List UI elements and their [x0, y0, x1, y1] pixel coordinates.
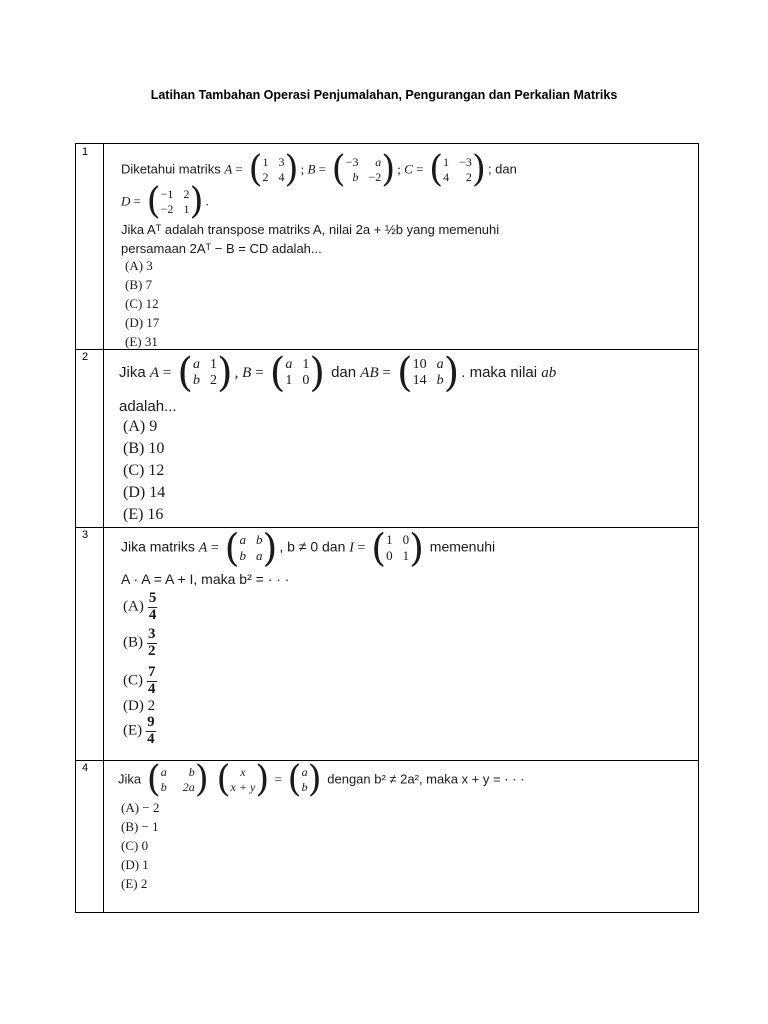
q1-option-c: (C) 12 [125, 296, 159, 311]
q1-line-4: persamaan 2Aᵀ − B = CD adalah... [121, 241, 322, 256]
q4-option-b: (B) − 1 [121, 819, 159, 834]
q2-option-d: (D) 14 [123, 484, 166, 501]
question-3 [111, 526, 551, 757]
question-4 [111, 759, 621, 912]
q1-matrix-d: ( −1 2 −2 1 ) [146, 181, 204, 222]
row-divider [76, 760, 698, 761]
q3-matrix-a: ( a b b a ) [224, 526, 278, 570]
q4-option-a: (A) − 2 [121, 800, 160, 815]
q1-option-d: (D) 17 [125, 315, 160, 330]
q3-option-e: (E) $\frac{9}{4}$ [123, 714, 155, 747]
q2-option-e: (E) 16 [123, 506, 164, 523]
q4-option-c: (C) 0 [121, 838, 149, 853]
q4-vector-ab: ( a b ) [287, 759, 322, 800]
q3-line-2: A · A = A + I, maka b² = · · · [121, 571, 290, 587]
number-column-divider [103, 144, 104, 912]
question-number: 2 [82, 351, 89, 363]
q1-line-1: Diketahui matriks A = ( 1 3 2 4 ) ; B = ( −3 a b −2 ) ; C = ( 1 −3 4 2 ) ; dan [121, 149, 517, 190]
q1-line-3: Jika Aᵀ adalah transpose matriks A, nilai 2a + ½b yang memenuhi [121, 222, 500, 237]
q2-line-2: adalah... [119, 398, 177, 415]
row-divider [76, 527, 698, 528]
q4-option-e: (E) 2 [121, 876, 148, 891]
q3-intro: Jika matriks [121, 538, 195, 555]
question-2 [111, 351, 656, 526]
q1-matrix-c: ( 1 −3 4 2 ) [429, 149, 486, 190]
question-table [75, 143, 699, 913]
q3-option-c: (C) $\frac{7}{4}$ [123, 664, 156, 697]
q3-option-b: (B) $\frac{3}{2}$ [123, 626, 156, 659]
q1-line-2: D = ( −1 2 −2 1 ) . [121, 181, 209, 222]
q3-option-d: (D) 2 [123, 698, 156, 714]
q4-jika: Jika [118, 771, 142, 787]
q2-matrix-ab: ( 10 a 14 b ) [397, 350, 460, 396]
q2-jika: Jika [119, 363, 146, 381]
q3-line-1: Jika matriks A = ( a b b a ) , b ≠ 0 dan I = ( 1 0 0 1 ) memenuhi [121, 526, 496, 570]
q1-option-e: (E) 31 [125, 334, 158, 349]
q2-matrix-a: ( a 1 b 2 ) [177, 350, 233, 396]
q2-option-b: (B) 10 [123, 440, 165, 457]
q4-matrix: ( a b b 2a ) [146, 759, 209, 800]
q3-matrix-i: ( 1 0 0 1 ) [371, 526, 424, 570]
q2-line-1: Jika A = ( a 1 b 2 ) , B = ( a 1 1 0 ) dan AB = ( 10 a 14 b ) . maka nilai ab [119, 350, 557, 396]
q2-matrix-b: ( a 1 1 0 ) [269, 350, 325, 396]
q4-line-1: Jika ( a b b 2a ) ( x x + y ) = ( a b ) dengan b² ≠ 2a², maka x + y = · · · [118, 759, 525, 800]
q1-matrix-b: ( −3 a b −2 ) [331, 149, 396, 190]
question-1 [111, 146, 586, 349]
q4-vector-xy: ( x x + y ) [216, 759, 270, 800]
q4-option-d: (D) 1 [121, 857, 149, 872]
page-title: Latihan Tambahan Operasi Penjumalahan, Pengurangan dan Perkalian Matriks [150, 88, 618, 102]
row-divider [76, 349, 698, 350]
question-number: 1 [82, 146, 89, 158]
q2-option-c: (C) 12 [123, 462, 165, 479]
question-number: 3 [82, 529, 89, 541]
q1-option-b: (B) 7 [125, 277, 153, 292]
q3-option-a: (A) $\frac{5}{4}$ [123, 590, 157, 623]
q1-option-a: (A) 3 [125, 258, 153, 273]
q2-option-a: (A) 9 [123, 418, 158, 435]
q2-dan: dan [331, 363, 357, 381]
q1-intro: Diketahui matriks [121, 161, 221, 177]
q1-matrix-a: ( 1 3 2 4 ) [248, 149, 299, 190]
question-number: 4 [82, 762, 89, 774]
